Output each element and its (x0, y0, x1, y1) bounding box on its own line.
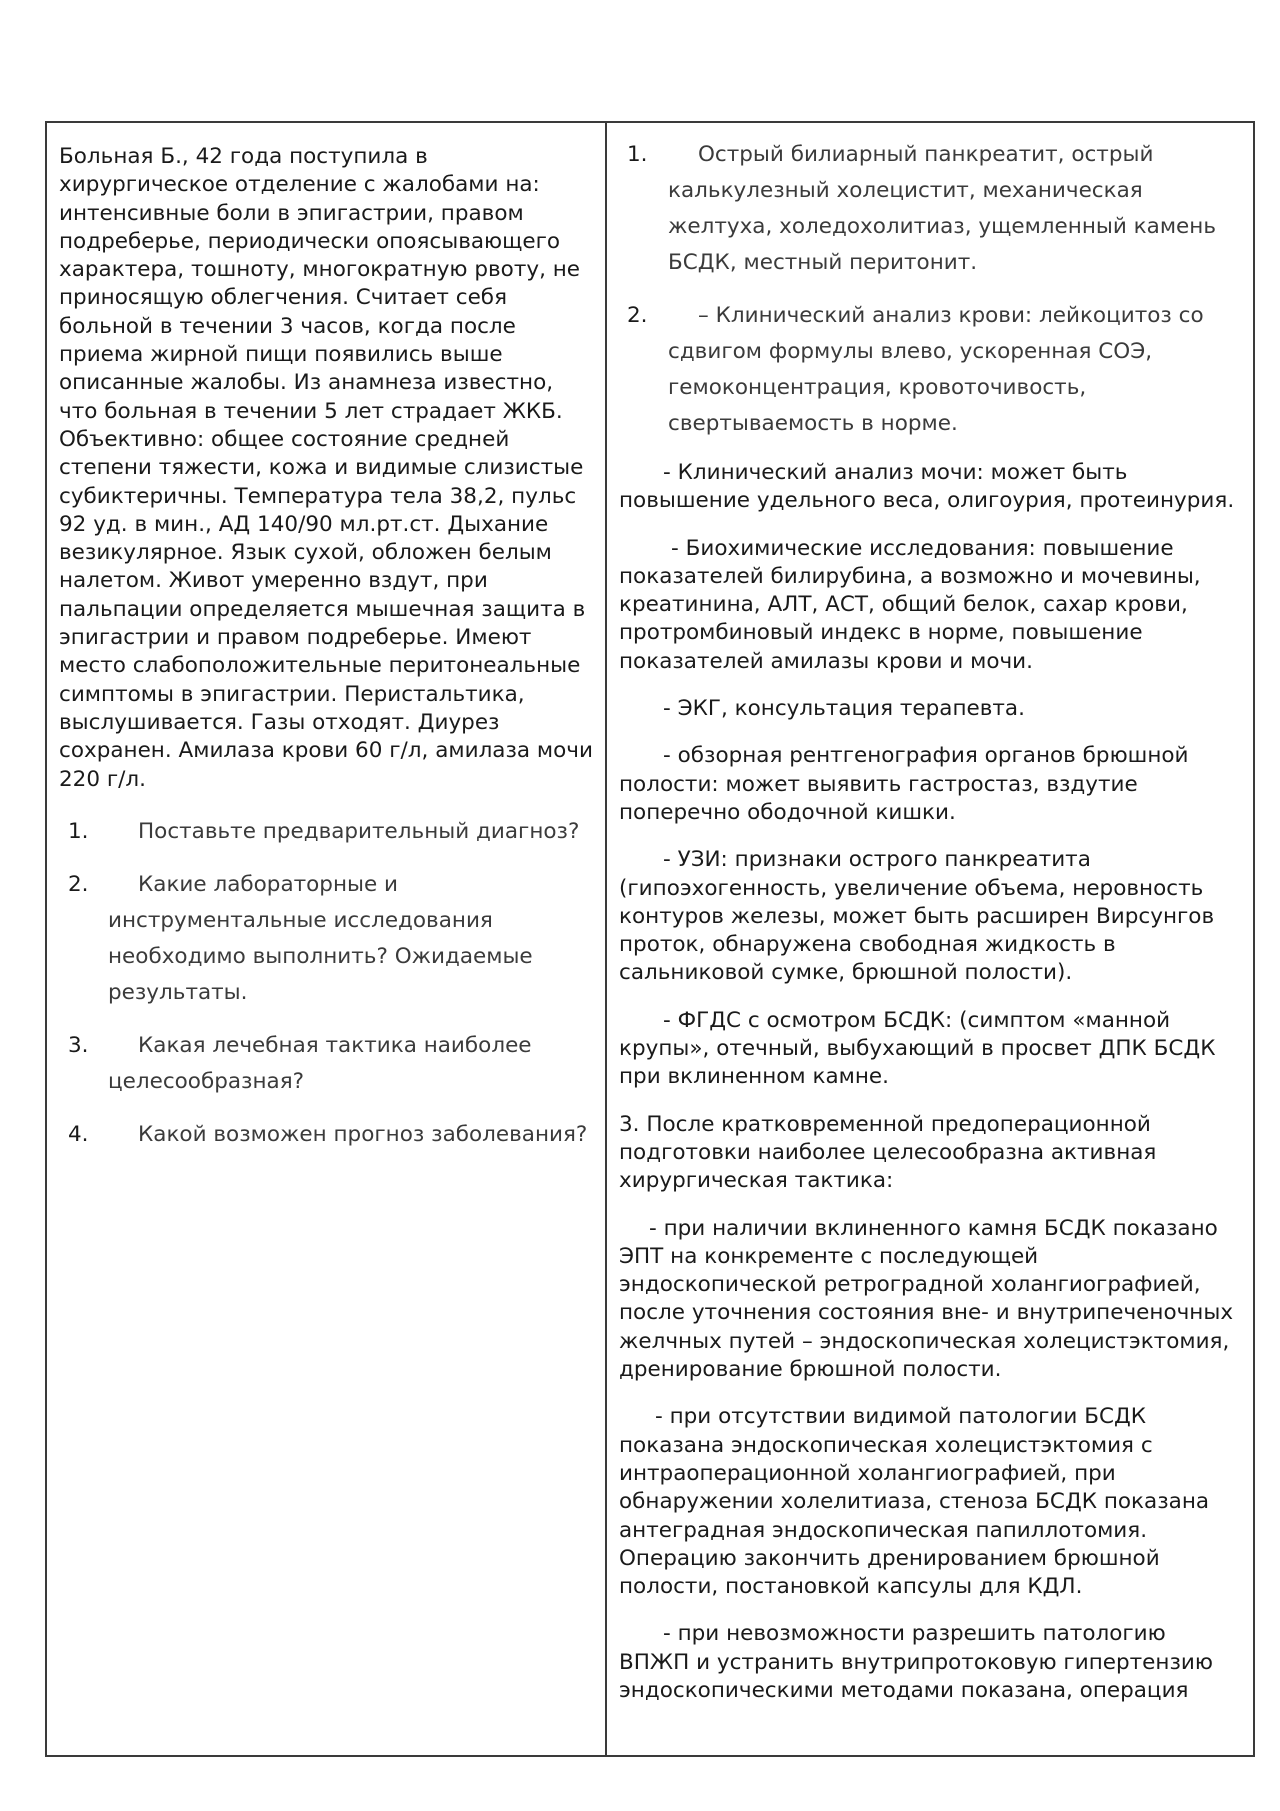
answer-number: 1. (627, 142, 648, 167)
answer-number: 2. (627, 303, 648, 328)
case-description: Больная Б., 42 года поступила в хирургическое отделение с жалобами на: интенсивные боли в эпигастрии, правом подреберье, периодически опоясывающего характера, тошноту, многократную рвоту, не приносящую облегчения. Считает себя больной в течении 3 часов, когда после приема жирной пищи появились выше описанные жалобы. Из анамнеза известно, что больная в течении 5 лет страдает ЖКБ. Объективно: общее состояние средней степени тяжести, кожа и видимые слизистые субиктеричны. Температура тела 38,2, пульс 92 уд. в мин., АД 140/90 мл.рт.ст. Дыхание везикулярное. Язык сухой, обложен белым налетом. Живот умеренно вздут, при пальпации определяется мышечная защита в эпигастрии и правом подреберье. Имеют место слабоположительные перитонеальные симптомы в эпигастрии. Перистальтика, выслушивается. Газы отходят. Диурез сохранен. Амилаза крови 60 г/л, амилаза мочи 220 г/л. (59, 144, 593, 792)
answer-fgds: - ФГДС с осмотром БСДК: (симптом «манной крупы», отечный, выбухающий в просвет ДПК БСДК при вклиненном камне. (619, 1007, 1216, 1090)
answer-urine-test: - Клинический анализ мочи: может быть повышение удельного веса, олигоурия, протеинурия. (619, 460, 1235, 514)
answer-text: – Клинический анализ крови: лейкоцитоз со сдвигом формулы влево, ускоренная СОЭ, гемоконцентрация, кровоточивость, свертываемость в норме. (668, 303, 1204, 436)
question-number: 4. (68, 1121, 89, 1147)
question-list (59, 814, 595, 1153)
question-number: 3. (68, 1032, 89, 1058)
question-text: Какая лечебная тактика наиболее целесообразная? (108, 1032, 532, 1094)
question-text: Поставьте предварительный диагноз? (138, 818, 580, 844)
answer-tactic-1: - при наличии вклиненного камня БСДК показано ЭПТ на конкременте с последующей эндоскопической ретроградной холангиографией, после уточнения состояния вне- и внутрипеченочных желчных путей – эндоскопическая холецистэктомия, дренирование брюшной полости. (619, 1215, 1234, 1383)
answer-tactic-heading: 3. После кратковременной предоперационной подготовки наиболее целесообразна активная хирургическая тактика: (619, 1111, 1157, 1194)
answer-biochemistry: - Биохимические исследования: повышение показателей билирубина, а возможно и мочевины, креатинина, АЛТ, АСТ, общий белок, сахар крови, протромбиновый индекс в норме, повышение показателей амилазы крови и мочи. (619, 535, 1201, 674)
answer-text: Острый билиарный панкреатит, острый калькулезный холецистит, механическая желтуха, холедохолитиаз, ущемленный камень БСДК, местный перитонит. (668, 142, 1217, 275)
question-item (59, 1028, 595, 1100)
case-cell (47, 123, 607, 1755)
answer-ecg: - ЭКГ, консультация терапевта. (663, 696, 1025, 722)
answer-item-diagnosis (619, 137, 1239, 281)
answer-item-blood-test (619, 298, 1239, 442)
question-number: 2. (68, 871, 89, 897)
answer-xray: - обзорная рентгенография органов брюшной полости: может выявить гастростаз, вздутие поперечно ободочной кишки. (619, 743, 1189, 825)
question-item (59, 814, 595, 850)
answer-tactic-2: - при отсутствии видимой патологии БСДК показана эндоскопическая холецистэктомия с интраоперационной холангиографией, при обнаружении холелитиаза, стеноза БСДК показана антеградная эндоскопическая папиллотомия. Операцию закончить дренированием брюшной полости, постановкой капсулы для КДЛ. (619, 1404, 1210, 1600)
question-text: Какой возможен прогноз заболевания? (138, 1121, 588, 1147)
question-item (59, 867, 595, 1011)
answer-tactic-3: - при невозможности разрешить патологию ВПЖП и устранить внутрипротоковую гипертензию эндоскопическими методами показана, операция (619, 1621, 1213, 1703)
question-item (59, 1117, 595, 1153)
question-text: Какие лабораторные и инструментальные исследования необходимо выполнить? Ожидаемые результаты. (108, 871, 533, 1005)
answer-cell (607, 123, 1253, 1755)
case-table (45, 121, 1255, 1757)
answer-ultrasound: - УЗИ: признаки острого панкреатита (гипоэхогенность, увеличение объема, неровность контуров железы, может быть расширен Вирсунгов проток, обнаружена свободная жидкость в сальниковой сумке, брюшной полости). (619, 847, 1215, 986)
question-number: 1. (68, 818, 89, 844)
